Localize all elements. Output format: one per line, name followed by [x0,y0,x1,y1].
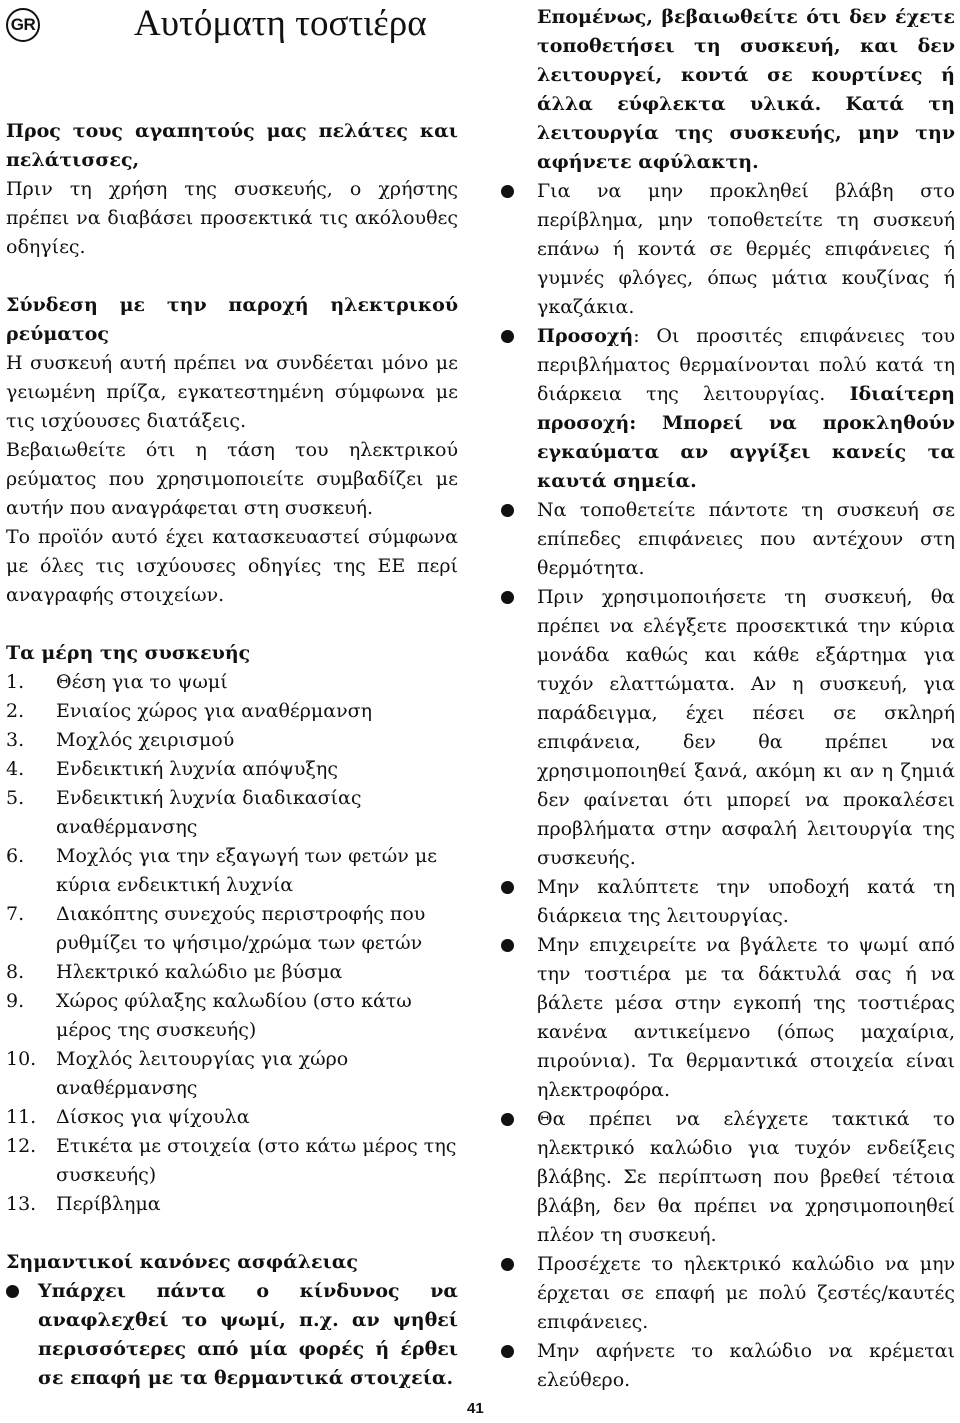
part-label: Ηλεκτρικό καλώδιο με βύσμα [56,961,343,983]
bullet-icon [501,1345,514,1358]
connection-paragraph-2: Βεβαιωθείτε ότι η τάση του ηλεκτρικού ρεύματος που χρησιμοποιείτε συμβαδίζει με αυτήν που αναγράφεται στη συσκευή. [6,439,458,519]
safety-item-text: Μην καλύπτετε την υποδοχή κατά τη διάρκεια της λειτουργίας. [537,876,955,927]
part-number: 12. [6,1135,37,1157]
safety-item-text: Υπάρχει πάντα ο κίνδυνος να αναφλεχθεί το ψωμί, π.χ. αν ψηθεί περισσότερες από μία φορές ή έρθει σε επαφή με τα θερμαντικά στοιχεία. [38,1280,458,1389]
part-label: Θέση για το ψωμί [56,671,228,693]
connection-paragraph-1: Η συσκευή αυτή πρέπει να συνδέεται μόνο με γειωμένη πρίζα, εγκατεστημένη σύμφωνα με τις ισχύουσες διατάξεις. [6,352,458,432]
part-label: Διακόπτης συνεχούς περιστροφής που ρυθμίζει το ψήσιμο/χρώμα των φετών [56,903,426,954]
part-label: Ετικέτα με στοιχεία (στο κάτω μέρος της συσκευής) [56,1135,457,1186]
spacer [6,610,458,639]
parts-list-item [6,1132,458,1190]
safety-item [537,177,955,322]
part-number: 6. [6,845,25,867]
bullet-icon [501,330,514,343]
safety-item-text: Πριν χρησιμοποιήσετε τη συσκευή, θα πρέπει να ελέγξετε προσεκτικά την κύρια μονάδα καθώς και κάθε εξάρτημα για τυχόν ελαττώματα. Αν η συσκευή, για παράδειγμα, έχει πέσει σε σκληρή επιφάνεια, δεν θα πρέπει να χρησιμοποιηθεί ξανά, ακόμη κι αν η ζημιά δεν φαίνεται ότι μπορεί να προκαλέσει προβλήματα στην ασφαλή λειτουργία της συσκευής. [537,586,955,869]
part-number: 8. [6,961,25,983]
parts-list-item [6,726,458,755]
safety-continuation: Επομένως, βεβαιωθείτε ότι δεν έχετε τοποθετήσει τη συσκευή, και δεν λειτουργεί, κοντά σε κουρτίνες ή άλλα εύφλεκτα υλικά. Κατά τη λειτουργία της συσκευής, μην την αφήνετε αφύλακτη. [537,6,955,173]
part-label: Δίσκος για ψίχουλα [56,1106,250,1128]
page-number: 41 [467,1400,484,1417]
bullet-icon [501,185,514,198]
safety-item-text: : Οι προσιτές επιφάνειες του περιβλήματος θερμαίνονται πολύ κατά τη διάρκεια της λειτουργίας. [537,325,955,405]
safety-list-start [6,1277,458,1393]
part-label: Ενδεικτική λυχνία απόψυξης [56,758,338,780]
safety-item [537,1105,955,1250]
safety-item-text: Μην επιχειρείτε να βγάλετε το ψωμί από την τοστιέρα με τα δάκτυλά σας ή να βάλετε μέσα στην εγκοπή της τοστιέρας κανένα αντικείμενο (όπως μαχαίρια, πιρούνια). Τα θερμαντικά στοιχεία είναι ηλεκτροφόρα. [537,934,955,1101]
safety-item-warning: Ιδιαίτερη προσοχή: Μπορεί να προκληθούν εγκαύματα αν αγγίξει κανείς τα καυτά σημεία. [537,383,955,492]
bullet-icon [6,1285,19,1298]
parts-list-item [6,842,458,900]
parts-list [6,668,458,1219]
part-number: 13. [6,1193,37,1215]
part-label: Μοχλός λειτουργίας για χώρο αναθέρμανσης [56,1048,349,1099]
bullet-icon [501,1113,514,1126]
parts-list-item [6,668,458,697]
part-label: Μοχλός για την εξαγωγή των φετών με κύρια ενδεικτική λυχνία [56,845,438,896]
part-label: Χώρος φύλαξης καλωδίου (στο κάτω μέρος της συσκευής) [56,990,412,1041]
parts-list-item [6,958,458,987]
safety-item-text: Θα πρέπει να ελέγχετε τακτικά το ηλεκτρικό καλώδιο για τυχόν ενδείξεις βλάβης. Σε περίπτωση που βρεθεί τέτοια βλάβη, δεν θα πρέπει να χρησιμοποιηθεί πλέον τη συσκευή. [537,1108,955,1246]
safety-item-text: Προσέχετε το ηλεκτρικό καλώδιο να μην έρχεται σε επαφή με πολύ ζεστές/καυτές επιφάνειες. [537,1253,955,1333]
part-number: 10. [6,1048,37,1070]
safety-list [537,177,955,1395]
intro-paragraph: Πριν τη χρήση της συσκευής, ο χρήστης πρέπει να διαβάσει προσεκτικά τις ακόλουθες οδηγίες. [6,178,458,258]
safety-item-text: Μην αφήνετε το καλώδιο να κρέμεται ελεύθερο. [537,1340,955,1391]
right-column [537,3,955,1395]
safety-item [537,1337,955,1395]
part-number: 5. [6,787,25,809]
safety-item [6,1277,458,1393]
parts-list-item [6,784,458,842]
part-number: 3. [6,729,25,751]
safety-item [537,873,955,931]
safety-item-text: Για να μην προκληθεί βλάβη στο περίβλημα, μην τοποθετείτε τη συσκευή επάνω ή κοντά σε θερμές επιφάνειες ή γυμνές φλόγες, όπως μάτια κουζίνας ή γκαζάκια. [537,180,955,318]
part-number: 1. [6,671,25,693]
safety-item-text: Να τοποθετείτε πάντοτε τη συσκευή σε επίπεδες επιφάνειες που αντέχουν στη θερμότητα. [537,499,955,579]
parts-list-item [6,1103,458,1132]
part-number: 2. [6,700,25,722]
safety-item [537,496,955,583]
part-number: 11. [6,1106,37,1128]
part-label: Περίβλημα [56,1193,161,1215]
parts-list-item [6,755,458,784]
part-number: 4. [6,758,25,780]
parts-list-item [6,900,458,958]
part-label: Μοχλός χειρισμού [56,729,235,751]
bullet-icon [501,939,514,952]
greeting: Προς τους αγαπητούς μας πελάτες και πελάτισσες, [6,120,458,171]
safety-item [537,583,955,873]
bullet-icon [501,1258,514,1271]
caution-label: Προσοχή [537,325,634,347]
safety-item [537,931,955,1105]
part-label: Ενιαίος χώρος για αναθέρμανση [56,700,372,722]
page-title: Αυτόματη τοστιέρα [134,3,427,44]
bullet-icon [501,591,514,604]
part-label: Ενδεικτική λυχνία διαδικασίας αναθέρμανσης [56,787,362,838]
parts-list-item [6,1190,458,1219]
parts-heading: Τα μέρη της συσκευής [6,642,251,664]
bullet-icon [501,504,514,517]
connection-paragraph-3: Το προϊόν αυτό έχει κατασκευαστεί σύμφωνα με όλες τις ισχύουσες οδηγίες της ΕΕ περί αναγραφής στοιχείων. [6,526,458,606]
spacer [6,1219,458,1248]
safety-item [537,322,955,496]
left-column [6,117,458,1393]
spacer [6,262,458,291]
safety-heading: Σημαντικοί κανόνες ασφάλειας [6,1251,358,1273]
parts-list-item [6,1045,458,1103]
parts-list-item [6,697,458,726]
language-badge: GR [6,8,40,42]
bullet-icon [501,881,514,894]
part-number: 7. [6,903,25,925]
safety-item [537,1250,955,1337]
connection-heading: Σύνδεση με την παροχή ηλεκτρικού ρεύματος [6,294,458,345]
parts-list-item [6,987,458,1045]
part-number: 9. [6,990,25,1012]
